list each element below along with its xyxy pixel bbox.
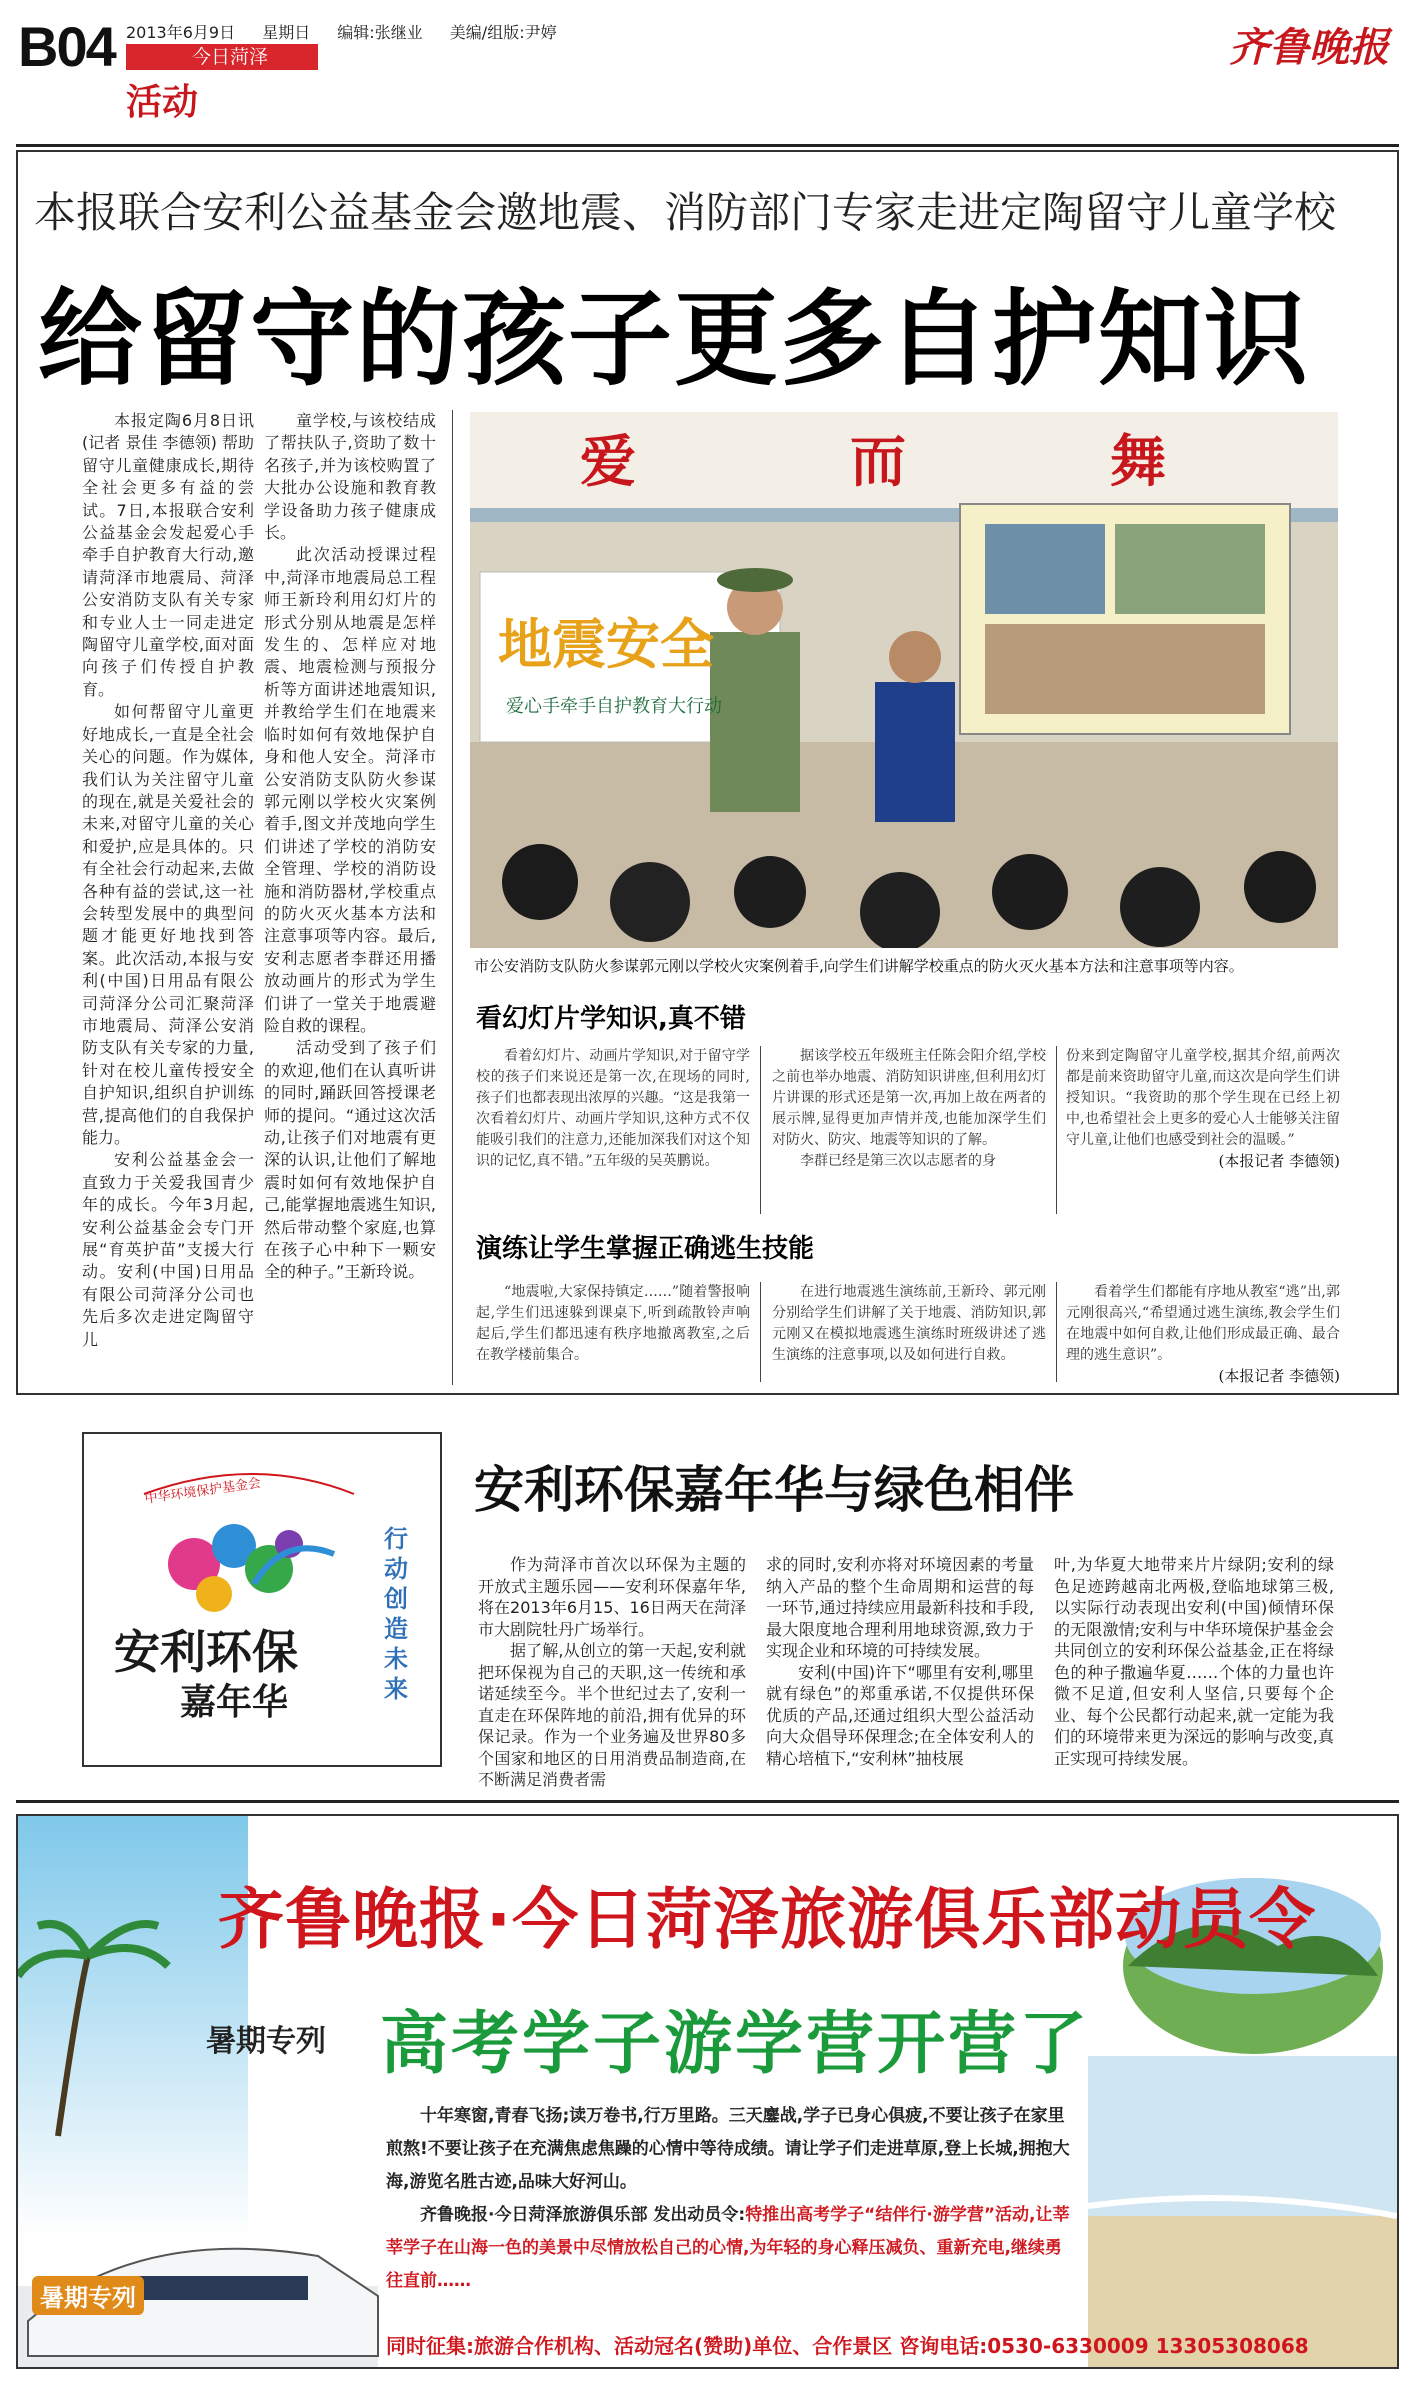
- ad-body: [386, 2100, 1076, 2298]
- column-divider: [760, 1282, 761, 1382]
- page-number: B04: [18, 15, 115, 78]
- article-column-2: [264, 410, 436, 1284]
- header-editor: 编辑:张继业: [337, 23, 423, 42]
- banner-char: 爱: [580, 430, 636, 495]
- article-subtitle: 本报联合安利公益基金会邀地震、消防部门专家走进定陶留守儿童学校: [34, 188, 1337, 237]
- paragraph: “地震啦,大家保持镇定……”随着警报响起,学生们迅速躲到课桌下,听到疏散铃声响起后,学生们都迅速有秩序地撤离教室,之后在教学楼前集合。: [476, 1284, 750, 1363]
- byline: (本报记者 李德领): [1218, 1367, 1340, 1385]
- column-divider: [1056, 1282, 1057, 1382]
- paragraph: 作为菏泽市首次以环保为主题的开放式主题乐园——安利环保嘉年华,将在2013年6月15、16日两天在菏泽市大剧院牡丹广场举行。: [478, 1555, 746, 1639]
- paragraph: 李群已经是第三次以志愿者的身: [800, 1153, 996, 1169]
- paragraph: 求的同时,安利亦将对环境因素的考量纳入产品的整个生命周期和运营的每一环节,通过持续应用最新科技和手段,最大限度地合理利用地球资源,致力于实现企业和环境的可持续发展。: [766, 1555, 1034, 1660]
- section-bar: 今日菏泽: [126, 44, 318, 70]
- section-title-slides: 看幻灯片学知识,真不错: [476, 1004, 746, 1034]
- paragraph: 如何帮留守儿童更好地成长,一直是全社会关心的问题。作为媒体,我们认为关注留守儿童的现在,就是关爱社会的未来,对留守儿童的关心和爱护,应是具体的。只有全社会行动起来,去做各种有益的尝试,这一社会转型发展中的典型问题才能更好地找到答案。此次活动,本报与安利(中国)日用品有限公司菏泽分公司汇聚菏泽市地震局、菏泽公安消防支队有关专家的力量,针对在校儿童传授安全自护知识,组织自护训练营,提高他们的自我保护能力。: [82, 702, 254, 1147]
- byline: (本报记者 李德领): [1218, 1152, 1340, 1170]
- ad-slogan: 高考学子游学营开营了: [380, 2005, 1091, 2084]
- slides-column-3: [1066, 1046, 1340, 1172]
- ad-paragraph-2: [386, 2199, 1076, 2298]
- banner-char: 舞: [1110, 430, 1166, 495]
- paragraph: 看着学生们都能有序地从教室“逃”出,郭元刚很高兴,“希望通过逃生演练,教会学生们在地震中如何自救,让他们形成最正确、最合理的逃生意识”。: [1066, 1284, 1340, 1363]
- logo-line1: 安利环保: [114, 1625, 298, 1679]
- article2-title: 安利环保嘉年华与绿色相伴: [474, 1461, 1074, 1519]
- paragraph: 童学校,与该校结成了帮扶队子,资助了数十名孩子,并为该校购置了大批办公设施和教育教学设备助力孩子健康成长。: [264, 411, 436, 543]
- photo-caption: 市公安消防支队防火参谋郭元刚以学校火灾案例着手,向学生们讲解学校重点的防火灭火基本方法和注意事项等内容。: [474, 957, 1244, 975]
- ad-contact: 同时征集:旅游合作机构、活动冠名(赞助)单位、合作景区 咨询电话:0530-6330009 13305308068: [386, 2334, 1309, 2358]
- news-photo: [470, 412, 1338, 948]
- banner-char: 而: [850, 430, 906, 495]
- ad-label: 暑期专列: [206, 2024, 326, 2059]
- paragraph: 本报定陶6月8日讯(记者 景佳 李德领) 帮助留守儿童健康成长,期待全社会更多有益的尝试。7日,本报联合安利公益基金会发起爱心手牵手自护教育大行动,邀请菏泽市地震局、菏泽公安消防支队有关专家和专业人士一同走进定陶留守儿童学校,面对面向孩子们传授自护教育。: [82, 411, 254, 699]
- ad-call-red: 特推出高考学子“结伴行·游学营”活动,让莘莘学子在山海一色的美景中尽情放松自己的心情,为年轻的身心释压减负、重新充电,继续勇往直前……: [386, 2205, 1070, 2291]
- column-divider: [1056, 1046, 1057, 1214]
- paragraph: 活动受到了孩子们的欢迎,他们在认真听讲的同时,踊跃回答授课老师的提问。“通过这次活动,让孩子们对地震有更深的认识,让他们了解地震时如何有效地保护自己,能掌握地震逃生知识,然后带动整个家庭,也算在孩子心中种下一颗安全的种子。”王新玲说。: [264, 1038, 436, 1282]
- ad-paragraph: 十年寒窗,青春飞扬;读万卷书,行万里路。三天鏖战,学子已身心俱疲,不要让孩子在家里煎熬!不要让孩子在充满焦虑焦躁的心情中等待成绩。请让学子们走进草原,登上长城,拥抱大海,游览名胜古迹,品味大好河山。: [386, 2106, 1070, 2192]
- paragraph: 安利(中国)许下“哪里有安利,哪里就有绿色”的郑重承诺,不仅提供环保优质的产品,还通过组织大型公益活动向大众倡导环保理念;在全体安利人的精心培植下,“安利林”抽枝展: [766, 1662, 1034, 1768]
- paragraph: 据该学校五年级班主任陈会阳介绍,学校之前也举办地震、消防知识讲座,但利用幻灯片讲课的形式还是第一次,再加上故在两者的展示牌,显得更加声情并茂,也能加深学生们对防火、防灾、地震等知识的了解。: [772, 1048, 1046, 1148]
- paragraph: 叶,为华夏大地带来片片绿阴;安利的绿色足迹跨越南北两极,登临地球第三极,以实际行动表现出安利(中国)倾情环保的无限激情;安利与中华环境保护基金会共同创立的安利环保公益基金,正在将绿色的种子撒遍华夏……个体的力量也许微不足道,但安利人坚信,只要每个企业、每个公民都行动起来,就一定能为我们的环境带来更为深远的影响与改变,真正实现可持续发展。: [1054, 1555, 1334, 1768]
- brand-logo: 齐鲁晚报: [1229, 24, 1389, 71]
- slides-column-2: [772, 1046, 1046, 1172]
- header-meta: [126, 20, 579, 43]
- drill-column-2: [772, 1282, 1046, 1366]
- section-title-drill: 演练让学生掌握正确逃生技能: [476, 1234, 815, 1264]
- column-divider: [760, 1046, 761, 1214]
- header-weekday: 星期日: [262, 23, 311, 42]
- header-rule: [16, 144, 1399, 147]
- article-headline: 给留守的孩子更多自护知识: [38, 278, 1311, 400]
- paragraph: 看着幻灯片、动画片学知识,对于留守学校的孩子们来说还是第一次,在现场的同时,孩子们也都表现出浓厚的兴趣。“这是我第一次看着幻灯片、动画片学知识,这种方式不仅能吸引我们的注意力,还能加深我们对这个知识的记忆,真不错。”五年级的吴英鹏说。: [476, 1048, 750, 1169]
- ad-call-black: 齐鲁晚报·今日菏泽旅游俱乐部 发出动员令:: [420, 2205, 746, 2225]
- train-label: 暑期专列: [32, 2276, 144, 2315]
- paragraph: 份来到定陶留守儿童学校,据其介绍,前两次都是前来资助留守儿童,而这次是向学生们讲授知识。“我资助的那个学生现在已经上初中,也希望社会上更多的爱心人士能够关注留守儿童,让他们也感受到社会的温暖。”: [1066, 1048, 1340, 1148]
- paragraph: 据了解,从创立的第一天起,安利就把环保视为自己的天职,这一传统和承诺延续至今。半个世纪过去了,安利一直走在环保阵地的前沿,拥有优异的环保记录。作为一个业务遍及世界80多个国家和地区的日用消费品制造商,在不断满足消费者需: [478, 1641, 746, 1789]
- article2-column-2: [766, 1554, 1034, 1769]
- logo-arc-text: 中华环境保护基金会: [143, 1475, 262, 1508]
- paragraph: 安利公益基金会一直致力于关爱我国青少年的成长。今年3月起,安利公益基金会专门开展“育英护苗”支援大行动。安利(中国)日用品有限公司菏泽分公司也先后多次走进定陶留守儿: [82, 1150, 254, 1349]
- section-rule: [16, 1800, 1399, 1803]
- amway-carnival-logo: [82, 1432, 442, 1767]
- ad-title: 齐鲁晚报·今日菏泽旅游俱乐部动员令: [218, 1881, 1317, 1958]
- header-date: 2013年6月9日: [126, 23, 236, 42]
- paragraph: 在进行地震逃生演练前,王新玲、郭元刚分别给学生们讲解了关于地震、消防知识,郭元刚又在模拟地震逃生演练时班级讲述了逃生演练的注意事项,以及如何进行自救。: [772, 1284, 1046, 1363]
- article2-column-1: [478, 1554, 746, 1791]
- paragraph: 此次活动授课过程中,菏泽市地震局总工程师王新玲利用幻灯片的形式分别从地震是怎样发生的、怎样应对地震、地震检测与预报分析等方面讲述地震知识,并教给学生们在地震来临时如何有效地保护自身和他人安全。菏泽市公安消防支队防火参谋郭元刚以学校火灾案例着手,图文并茂地向学生们讲述了学校的消防安全管理、学校的消防设施和消防器材,学校重点的防火灭火基本方法和注意事项等内容。最后,安利志愿者李群还用播放动画片的形式为学生们讲了一堂关于地震避险自救的课程。: [264, 545, 436, 1035]
- logo-side-text: 行动创造未来: [384, 1525, 408, 1703]
- sign-title: 地震安全: [498, 613, 714, 676]
- article2-column-3: [1054, 1554, 1334, 1769]
- slides-column-1: [476, 1046, 750, 1172]
- section-name: 活动: [126, 82, 199, 123]
- header-design: 美编/组版:尹婷: [449, 23, 557, 42]
- drill-column-1: [476, 1282, 750, 1366]
- column-divider: [452, 410, 453, 1385]
- drill-column-3: [1066, 1282, 1340, 1387]
- article-column-1: [82, 410, 254, 1351]
- logo-line2: 嘉年华: [180, 1682, 289, 1723]
- sign-subtitle: 爱心手牵手自护教育大行动: [506, 696, 722, 717]
